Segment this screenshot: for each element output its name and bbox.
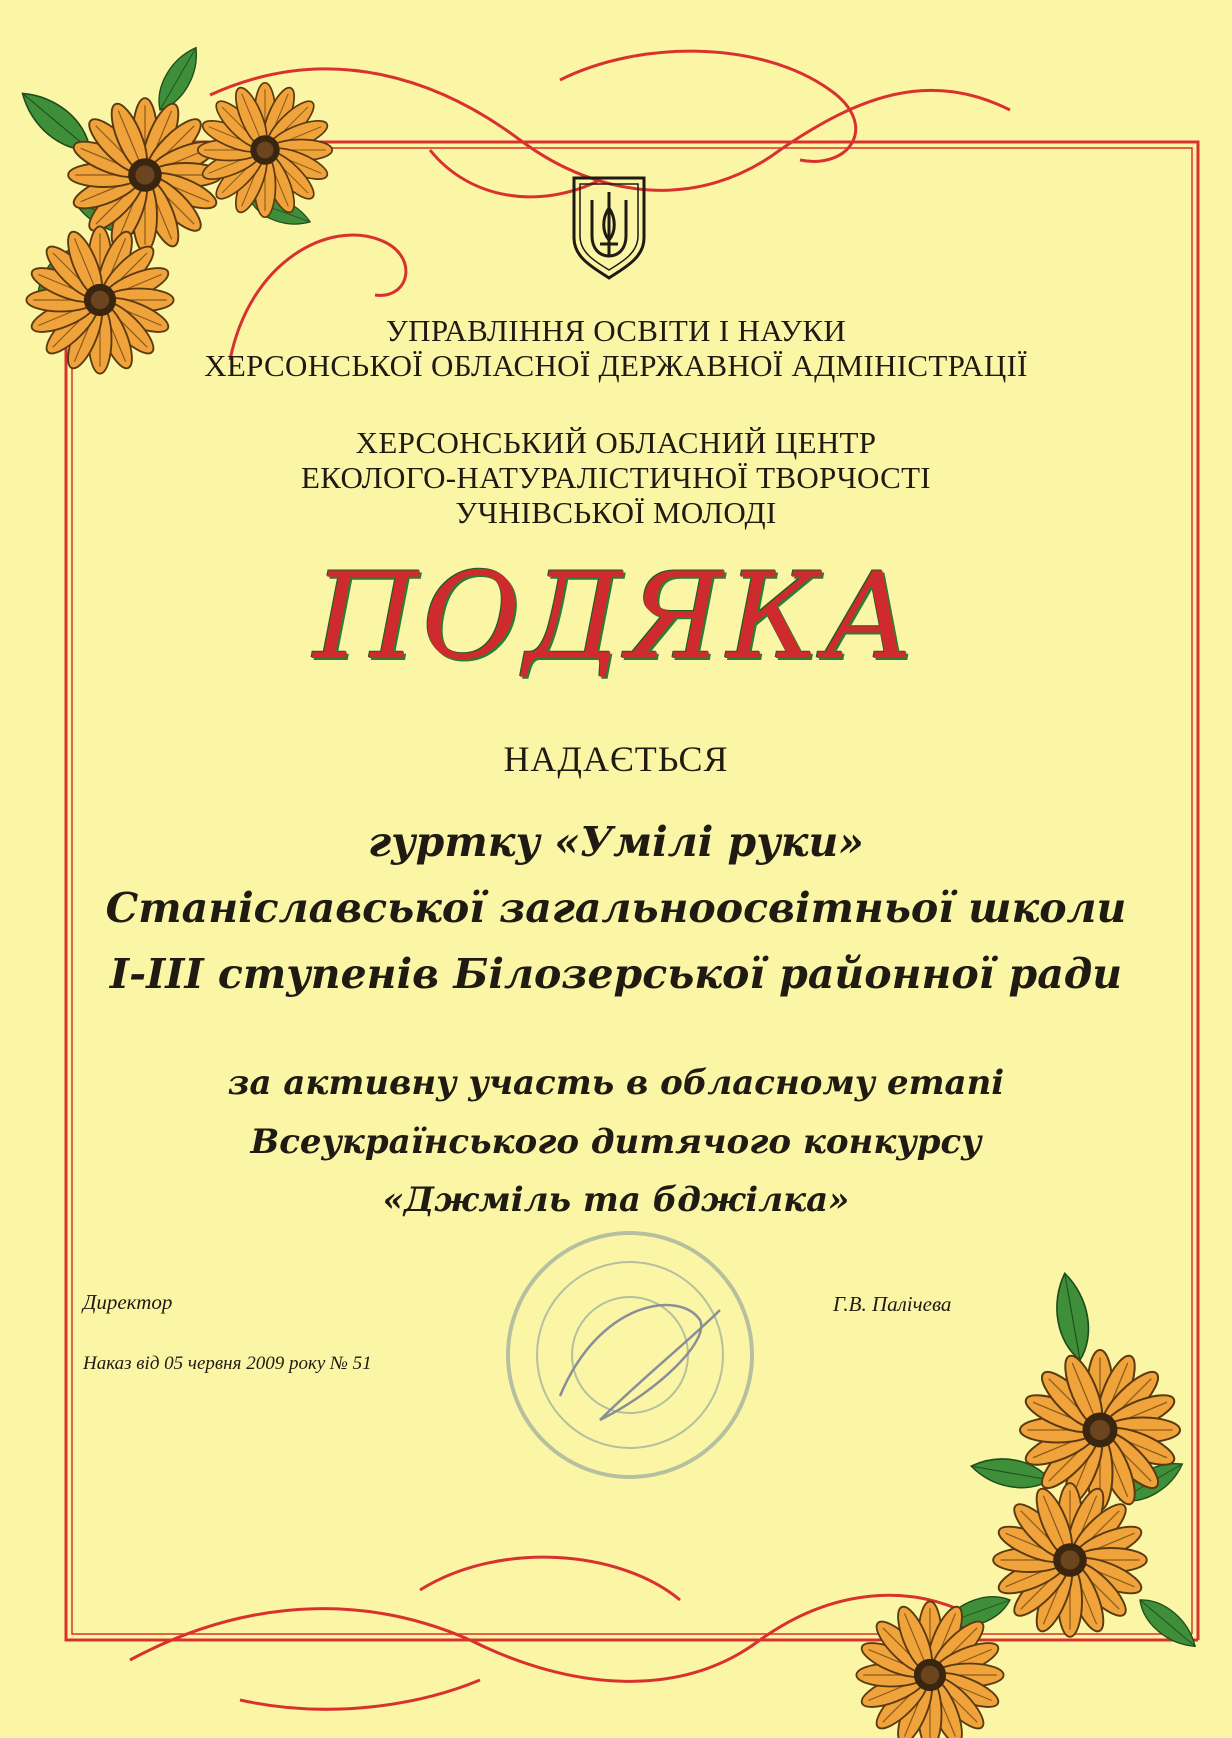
header-line-3: ХЕРСОНСЬКИЙ ОБЛАСНИЙ ЦЕНТР [355,425,877,460]
header-line-4: ЕКОЛОГО-НАТУРАЛІСТИЧНОЇ ТВОРЧОСТІ [301,460,931,495]
official-stamp [508,1233,752,1477]
signatory-name: Г.В. Палічева [833,1292,952,1316]
header-line-1: УПРАВЛІННЯ ОСВІТИ І НАУКИ [385,313,847,348]
flowers-bottom-right [856,1271,1203,1738]
header-line-2: ХЕРСОНСЬКОЇ ОБЛАСНОЇ ДЕРЖАВНОЇ АДМІНІСТРАЦІЇ [204,348,1028,383]
reason-line-3: «Джміль та бджілка» [382,1180,850,1220]
header-line-5: УЧНІВСЬКОЇ МОЛОДІ [455,495,777,530]
coat-of-arms-icon [574,178,644,278]
recipient-line-2: Станіславської загальноосвітньої школи [105,884,1127,932]
recipient-line-1: гуртку «Умілі руки» [368,818,864,866]
granted-label: НАДАЄТЬСЯ [503,739,729,779]
director-label: Директор [83,1290,173,1314]
certificate-title: ПОДЯКА [313,548,919,687]
bottom-scroll-ornament [130,1557,980,1709]
reason-line-1: за активну участь в обласному етапі [227,1063,1005,1103]
order-reference: Наказ від 05 червня 2009 року № 51 [83,1353,372,1374]
reason-line-2: Всеукраїнського дитячого конкурсу [250,1122,982,1162]
recipient-line-3: І-ІІІ ступенів Білозерської районної ради [109,950,1123,998]
